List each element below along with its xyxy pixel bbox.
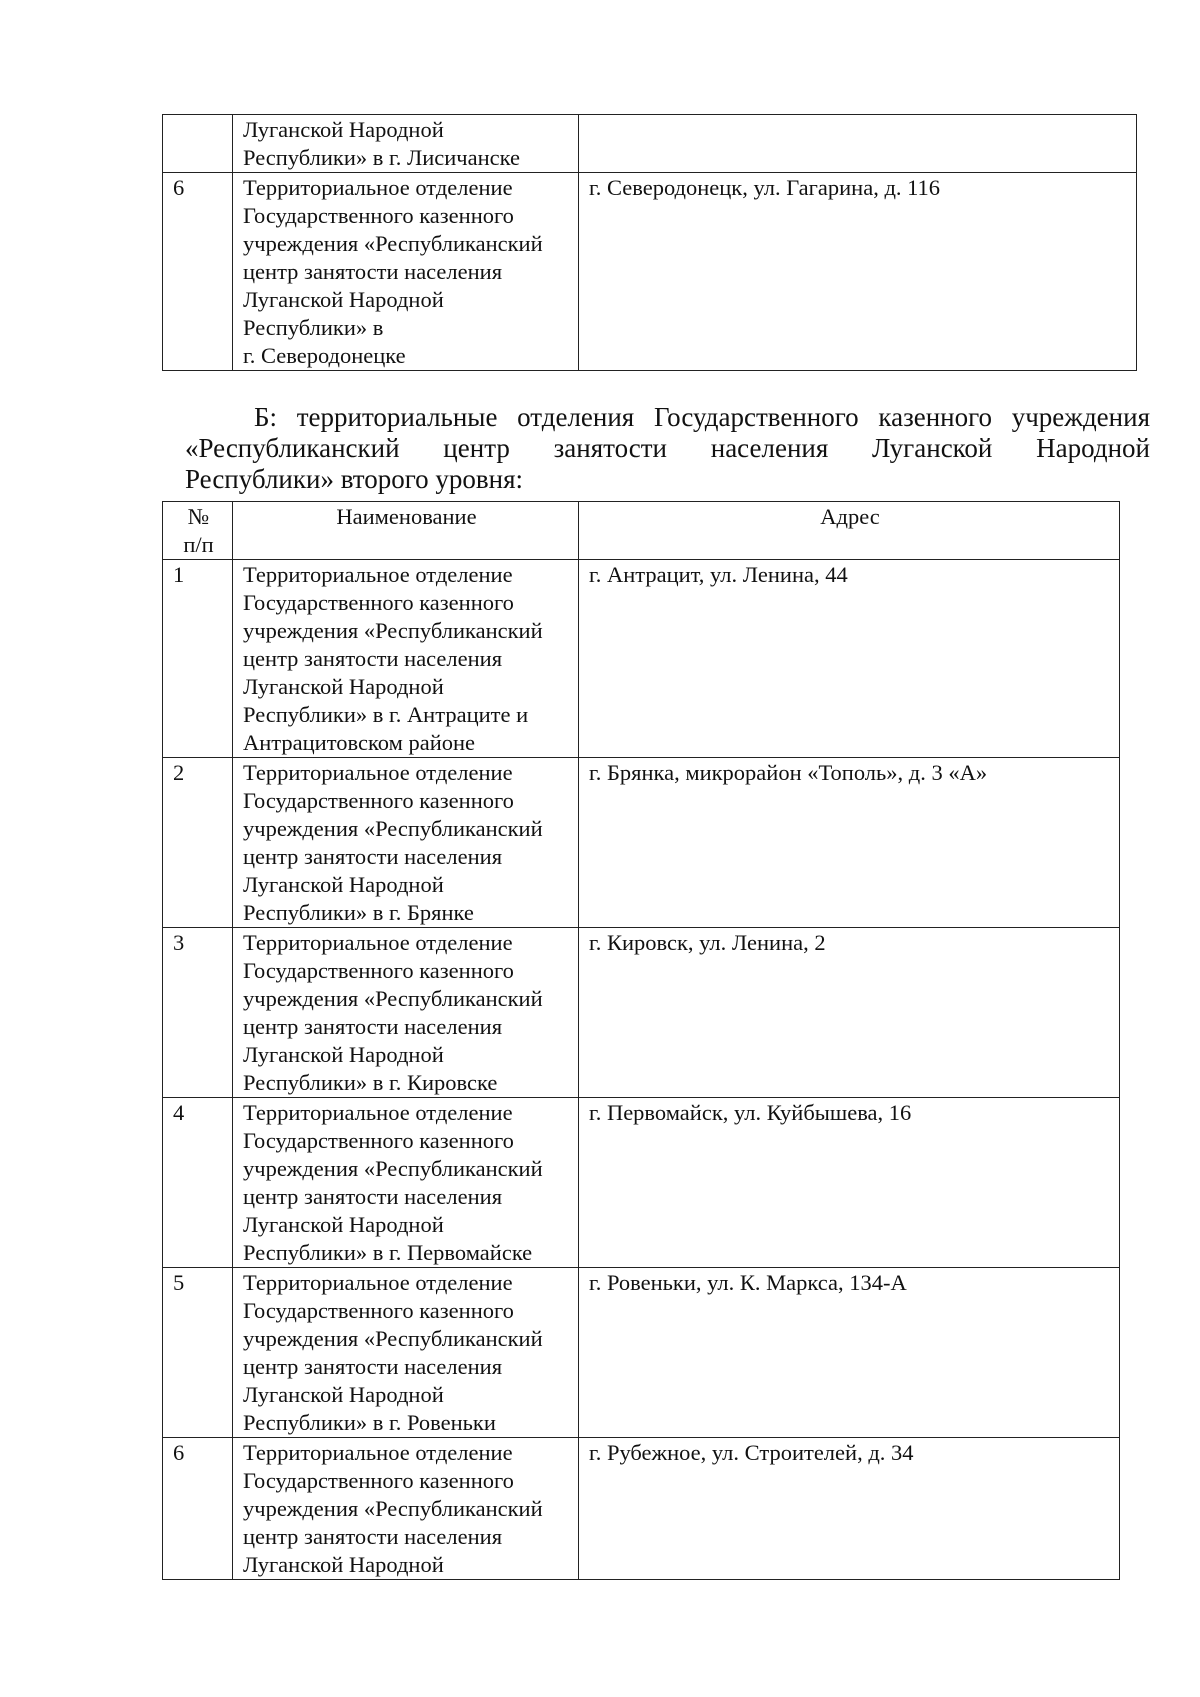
offices-table-continued	[162, 114, 1137, 371]
office-address-cell: г. Северодонецк, ул. Гагарина, д. 116	[579, 173, 1137, 371]
number-column-header	[163, 502, 233, 560]
table-a-body	[163, 115, 1137, 371]
office-name-line: учреждения «Республиканский	[243, 986, 543, 1011]
row-number-cell: 5	[163, 1268, 233, 1438]
table-header	[163, 502, 1120, 560]
office-name-line: Территориальное отделение	[243, 1100, 513, 1125]
office-name-line: Антрацитовском районе	[243, 730, 476, 755]
office-name-line: Республики» в г. Антраците и	[243, 702, 529, 727]
office-name-line: учреждения «Республиканский	[243, 231, 543, 256]
office-name-line: Территориальное отделение	[243, 1270, 513, 1295]
table-row	[163, 1268, 1120, 1438]
office-name-line: учреждения «Республиканский	[243, 1326, 543, 1351]
office-name-cell	[233, 758, 579, 928]
office-name-line: Государственного казенного	[243, 1468, 514, 1493]
number-header-line: №	[187, 504, 210, 529]
office-name-line: Республики» в	[243, 315, 384, 340]
office-name-cell	[233, 115, 579, 173]
office-name-line: Республики» в г. Лисичанске	[243, 145, 520, 170]
name-column-header: Наименование	[233, 502, 579, 560]
office-name-cell	[233, 928, 579, 1098]
section-b-intro	[185, 402, 1150, 495]
office-name-cell	[233, 173, 579, 371]
office-name-line: Государственного казенного	[243, 590, 514, 615]
office-name-line: г. Северодонецке	[243, 343, 406, 368]
office-name-line: центр занятости населения	[243, 1014, 503, 1039]
office-address-cell: г. Брянка, микрорайон «Тополь», д. 3 «А»	[579, 758, 1120, 928]
office-name-line: Государственного казенного	[243, 1128, 514, 1153]
office-address-cell: г. Рубежное, ул. Строителей, д. 34	[579, 1438, 1120, 1580]
intro-line: Б: территориальные отделения Государственного казенного учреждения	[254, 402, 1150, 432]
office-name-cell	[233, 1438, 579, 1580]
office-name-line: Государственного казенного	[243, 958, 514, 983]
office-name-line: Государственного казенного	[243, 788, 514, 813]
office-address-cell: г. Антрацит, ул. Ленина, 44	[579, 560, 1120, 758]
row-number-cell: 6	[163, 1438, 233, 1580]
office-name-line: Луганской Народной	[243, 1382, 444, 1407]
office-name-line: Луганской Народной	[243, 872, 444, 897]
office-name-cell	[233, 1268, 579, 1438]
office-name-line: Государственного казенного	[243, 1298, 514, 1323]
office-name-line: Республики» в г. Первомайске	[243, 1240, 533, 1265]
table-row	[163, 928, 1120, 1098]
office-name-line: Республики» в г. Брянке	[243, 900, 474, 925]
table-b-body	[163, 560, 1120, 1580]
office-name-line: центр занятости населения	[243, 1184, 503, 1209]
office-name-line: Республики» в г. Ровеньки	[243, 1410, 496, 1435]
row-number-cell: 1	[163, 560, 233, 758]
table-row	[163, 173, 1137, 371]
number-header-line: п/п	[183, 532, 214, 557]
office-address-cell	[579, 115, 1137, 173]
office-name-cell	[233, 1098, 579, 1268]
office-name-line: Луганской Народной	[243, 287, 444, 312]
office-name-cell	[233, 560, 579, 758]
table-row	[163, 1098, 1120, 1268]
row-number-cell	[163, 115, 233, 173]
office-name-line: учреждения «Республиканский	[243, 1156, 543, 1181]
office-name-line: учреждения «Республиканский	[243, 816, 543, 841]
office-name-line: Луганской Народной	[243, 1552, 444, 1577]
office-name-line: центр занятости населения	[243, 259, 503, 284]
office-name-line: Территориальное отделение	[243, 1440, 513, 1465]
office-name-line: учреждения «Республиканский	[243, 618, 543, 643]
office-name-line: Луганской Народной	[243, 1042, 444, 1067]
office-name-line: центр занятости населения	[243, 1524, 503, 1549]
office-name-line: Луганской Народной	[243, 674, 444, 699]
second-level-offices-table	[162, 501, 1120, 1580]
header-row	[163, 502, 1120, 560]
office-name-line: Территориальное отделение	[243, 175, 513, 200]
table-row	[163, 560, 1120, 758]
table-row	[163, 758, 1120, 928]
address-column-header: Адрес	[579, 502, 1120, 560]
office-name-line: центр занятости населения	[243, 646, 503, 671]
office-name-line: учреждения «Республиканский	[243, 1496, 543, 1521]
row-number-cell: 2	[163, 758, 233, 928]
office-name-line: Территориальное отделение	[243, 930, 513, 955]
office-name-line: Луганской Народной	[243, 1212, 444, 1237]
row-number-cell: 3	[163, 928, 233, 1098]
intro-line: «Республиканский центр занятости населения Луганской Народной	[185, 433, 1150, 463]
office-name-line: Государственного казенного	[243, 203, 514, 228]
office-name-line: центр занятости населения	[243, 1354, 503, 1379]
office-address-cell: г. Кировск, ул. Ленина, 2	[579, 928, 1120, 1098]
table-row	[163, 1438, 1120, 1580]
office-name-line: Республики» в г. Кировске	[243, 1070, 498, 1095]
office-name-line: Луганской Народной	[243, 117, 444, 142]
office-name-line: центр занятости населения	[243, 844, 503, 869]
office-name-line: Территориальное отделение	[243, 760, 513, 785]
office-address-cell: г. Первомайск, ул. Куйбышева, 16	[579, 1098, 1120, 1268]
office-name-line: Территориальное отделение	[243, 562, 513, 587]
table-row	[163, 115, 1137, 173]
row-number-cell: 6	[163, 173, 233, 371]
row-number-cell: 4	[163, 1098, 233, 1268]
intro-line: Республики» второго уровня:	[185, 464, 523, 494]
office-address-cell: г. Ровеньки, ул. К. Маркса, 134-А	[579, 1268, 1120, 1438]
